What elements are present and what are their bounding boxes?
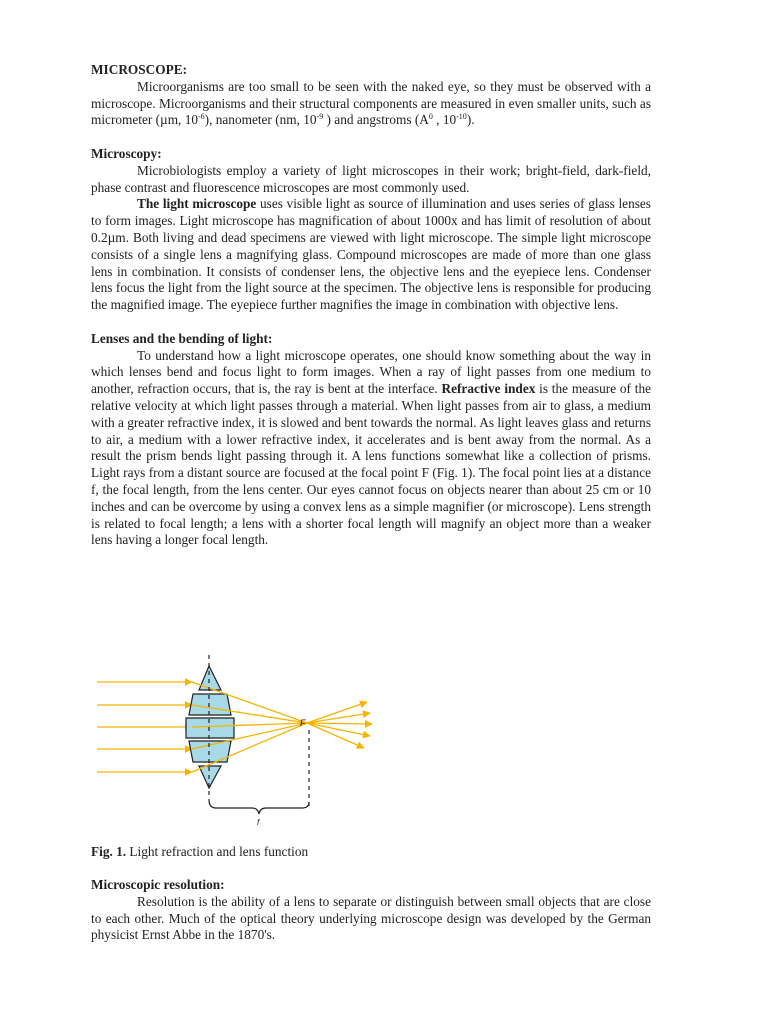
focal-point-label: F — [300, 718, 306, 728]
heading-lenses: Lenses and the bending of light: — [91, 330, 273, 346]
figure-caption: Fig. 1. Light refraction and lens function — [91, 844, 309, 859]
paragraph-resolution: Resolution is the ability of a lens to separate or distinguish between small objects that are close to each other. Much of the optical theory underlying microscope design was developed by the German physicist Ernst Abbe in the 1870's. — [91, 893, 651, 943]
lens-diagram — [92, 650, 392, 830]
paragraph-lenses: To understand how a light microscope operates, one should know something about the way in which lenses bend and focus light to form images. When a ray of light passes from one medium to another, refraction occurs, that is, the ray is bent at the interface. Refractive index is the measure of the relative velocity at which light passes through a material. When light passes from air to glass, a medium with a greater refractive index, it is slowed and bent towards the normal. As light leaves glass and returns to air, a medium with a lower refractive index, it accelerates and is bent away from the normal. As a result the prism bends light passing through it. A lens functions somewhat like a collection of prisms. Light rays from a distant source are focused at the focal point F (Fig. 1). The focal point lies at a distance f, the focal length, from the lens center. Our eyes cannot focus on objects nearer than about 25 cm or 10 inches and can be overcome by using a convex lens as a simple magnifier (or microscope). Lens strength is related to focal length; a lens with a shorter focal length will magnify an object more than a weaker lens having a longer focal length. — [91, 347, 651, 548]
heading-microscopy: Microscopy: — [91, 145, 162, 161]
document-body — [91, 62, 651, 549]
section-resolution — [91, 877, 651, 944]
focal-length-label: f — [257, 818, 260, 827]
heading-resolution: Microscopic resolution: — [91, 877, 225, 892]
heading-microscope: MICROSCOPE: — [91, 62, 188, 77]
paragraph-microscopy-1: Microbiologists employ a variety of light microscopes in their work; bright-field, dark-field, phase contrast and fluorescence microscopes are most commonly used. — [91, 162, 651, 195]
paragraph-microscopy-2: The light microscope uses visible light as source of illumination and uses series of glass lenses to form images. Light microscope has magnification of about 1000x and has limit of resolution of about 0.2µm. Both living and dead specimens are viewed with light microscope. The simple light microscope consists of a single lens a magnifying glass. Compound microscopes are made of more than one glass lens in combination. It consists of condenser lens, the objective lens and the eyepiece lens. Condenser lens focus the light from the light source at the specimen. The objective lens is responsible for producing the magnified image. The eyepiece further magnifies the image in combination with objective lens. — [91, 196, 651, 313]
paragraph-microscope: Microorganisms are too small to be seen with the naked eye, so they must be observed with a microscope. Microorganisms and their structural components are measured in even smaller units, such as micrometer (µm, $10^{-6}$), nanometer (nm, $10^{-9}$ ) and angstroms ($A^0$ , $10^{-10}$). — [91, 78, 651, 128]
